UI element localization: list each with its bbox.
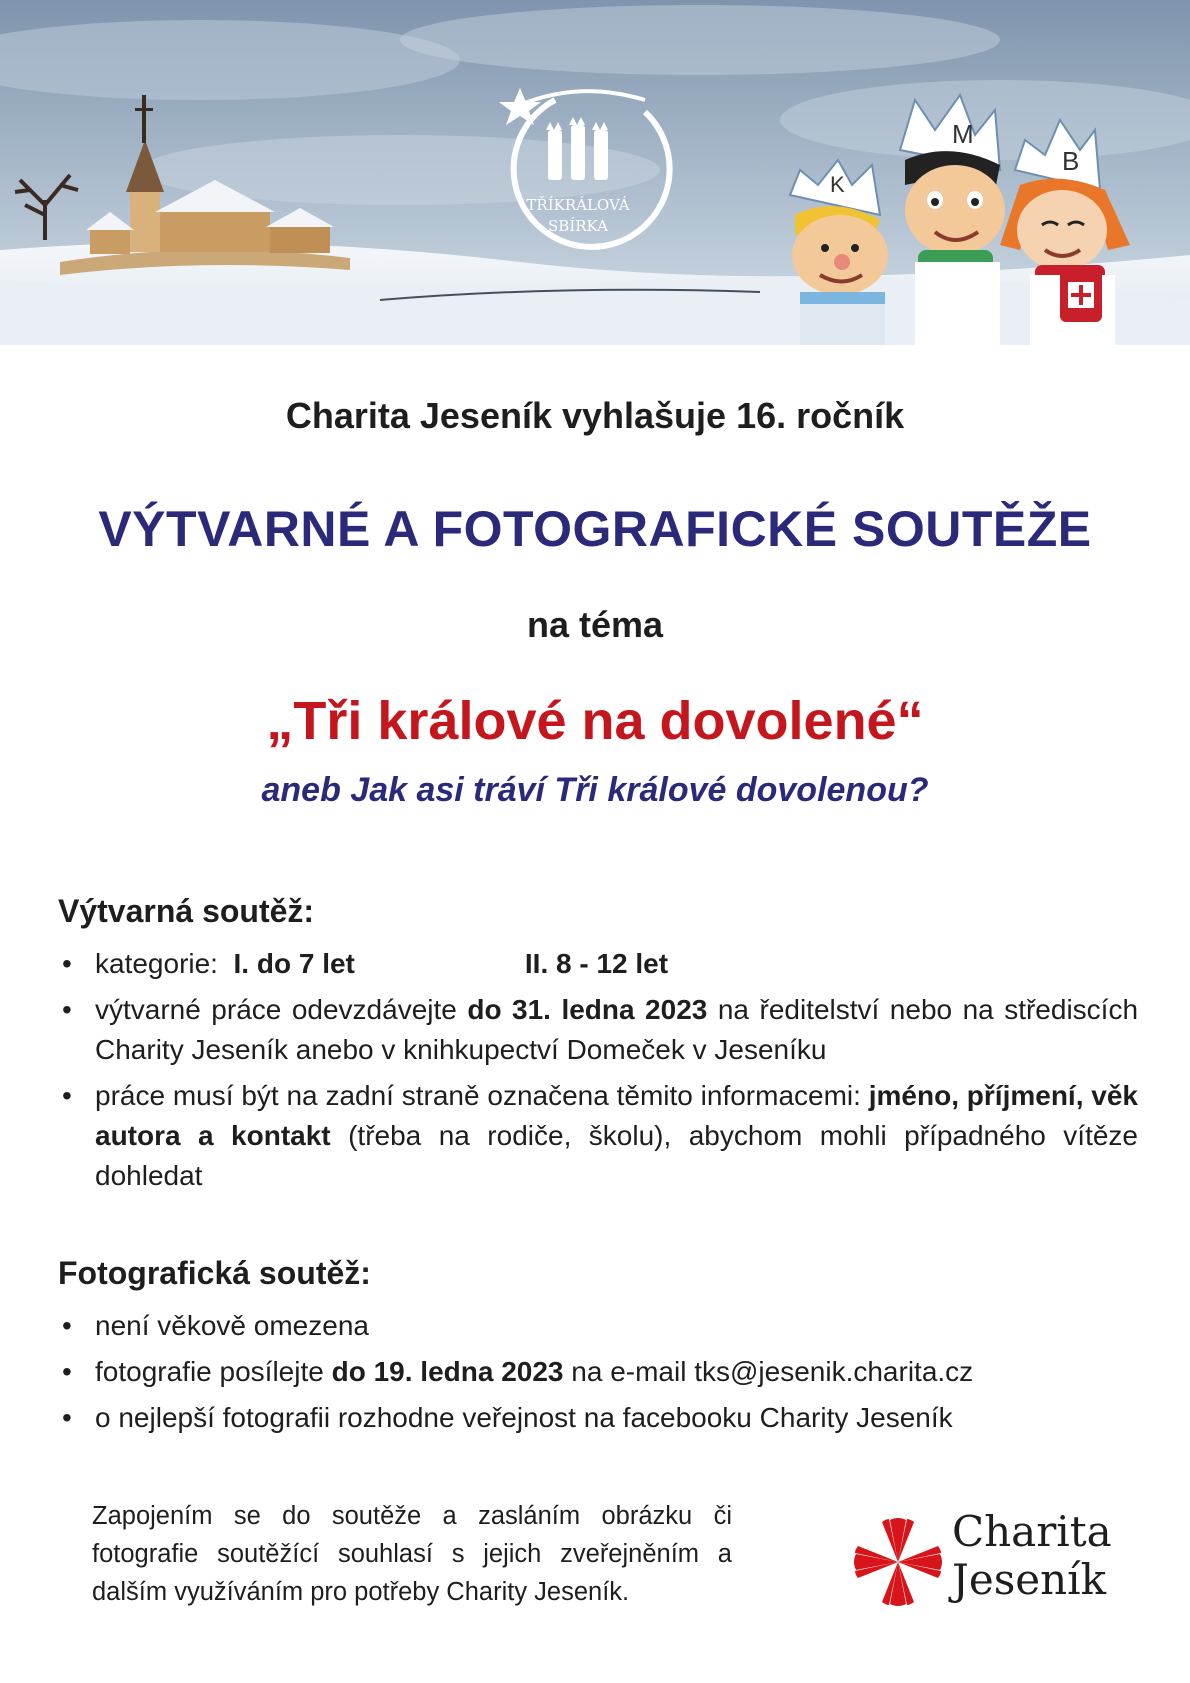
list-item — [58, 944, 1138, 984]
list-item — [58, 1076, 1138, 1196]
consent-note: Zapojením se do soutěže a zasláním obrázku či fotografie soutěžící souhlasí s jejich zveřejněním a dalším využíváním pro potřeby Charity Jeseník. — [92, 1502, 732, 1606]
list-item — [58, 1352, 1138, 1392]
theme-title: „Tři králové na dovolené“ — [266, 691, 924, 751]
art-contest-list — [58, 944, 1138, 1196]
deadline-pre: výtvarné práce odevzdávejte — [95, 994, 457, 1025]
art-deadline: do 31. ledna 2023 — [467, 994, 708, 1025]
deadline-post: na ředitelství nebo na střediscích Charity Jeseník anebo v knihkupectví Domeček v Jeseníku — [95, 994, 1139, 1065]
charita-jesenik-logo — [852, 1508, 1142, 1618]
crown-letter-b: B — [1062, 146, 1080, 176]
label-bold: jméno, příjmení, věk autora a kontakt — [95, 1080, 1139, 1151]
winter-scene-image — [0, 0, 1190, 345]
photo-contest-section — [58, 1255, 1138, 1444]
art-contest-heading: Výtvarná soutěž: — [58, 893, 315, 929]
category-1: I. do 7 let — [233, 948, 355, 979]
logo-text-line1: TŘÍKRÁLOVÁ — [526, 196, 630, 214]
photo-deadline: do 19. ledna 2023 — [331, 1356, 564, 1387]
crown-letter-k: K — [830, 172, 845, 197]
category-label: kategorie: — [95, 948, 218, 979]
crown-letter-m: M — [952, 119, 974, 149]
theme-subtitle: aneb Jak asi tráví Tři králové dovolenou? — [261, 771, 929, 809]
photo-contest-heading: Fotografická soutěž: — [58, 1255, 371, 1291]
charita-name — [952, 1508, 1112, 1604]
art-contest-section — [58, 893, 1138, 1202]
label-post: (třeba na rodiče, školu), abychom mohli případného vítěze dohledat — [95, 1120, 1139, 1191]
category-2: II. 8 - 12 let — [524, 948, 669, 979]
intro-text: Charita Jeseník vyhlašuje 16. ročník — [285, 395, 905, 436]
list-item: • není věkově omezena — [58, 1306, 1138, 1346]
header-illustration — [0, 0, 1190, 345]
photo-email: na e-mail tks@jesenik.charita.cz — [571, 1356, 974, 1387]
list-item — [58, 990, 1138, 1070]
list-item: • o nejlepší fotografii rozhodne veřejnost na facebooku Charity Jeseník — [58, 1398, 1138, 1438]
photo-contest-list — [58, 1306, 1138, 1438]
label-pre: práce musí být na zadní straně označena těmito informacemi: — [95, 1080, 861, 1111]
theme-prefix: na téma — [526, 604, 664, 645]
charita-name-line2: Jeseník — [952, 1555, 1107, 1604]
charita-name-line1: Charita — [952, 1507, 1112, 1556]
photo-item-pre: fotografie posílejte — [95, 1356, 324, 1387]
charita-cross-icon — [852, 1516, 944, 1608]
logo-text-line2: SBÍRKA — [548, 217, 608, 235]
page-title: VÝTVARNÉ A FOTOGRAFICKÉ SOUTĚŽE — [98, 501, 1092, 557]
